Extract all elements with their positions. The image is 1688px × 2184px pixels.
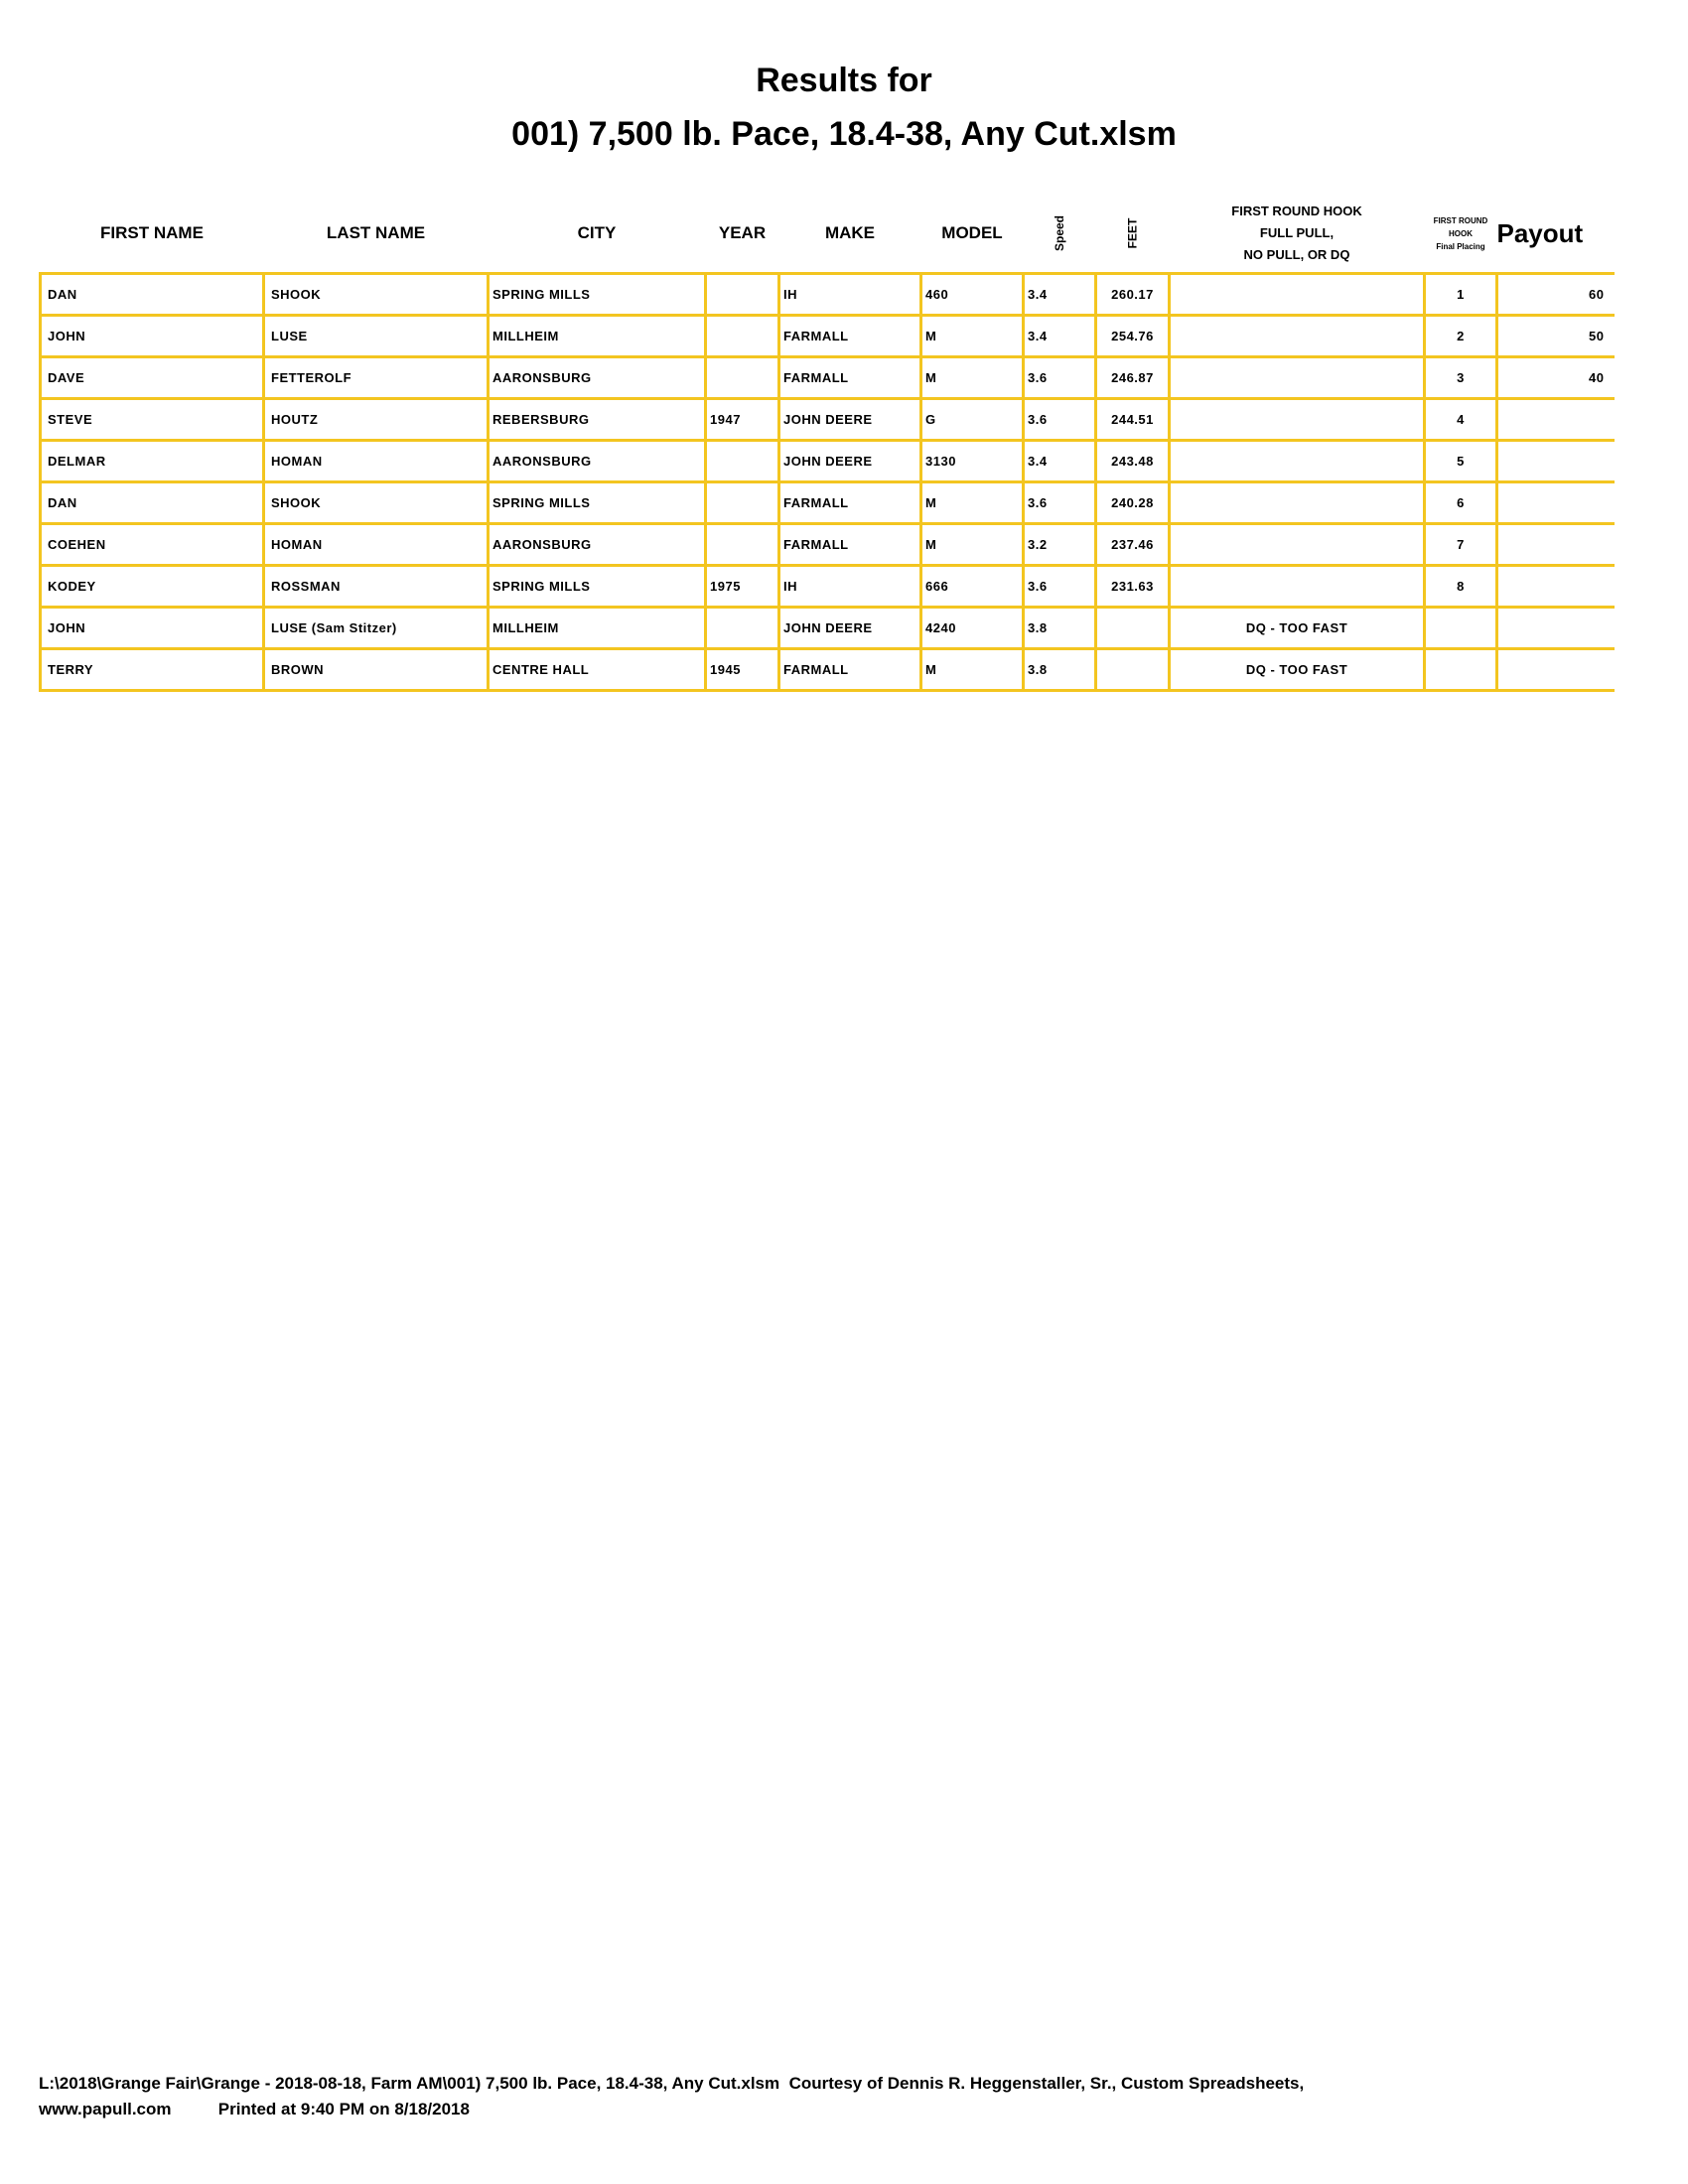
cell-payout <box>1497 566 1615 608</box>
cell-place: 1 <box>1425 274 1497 316</box>
cell-model: G <box>921 399 1024 441</box>
cell-speed: 3.4 <box>1024 316 1096 357</box>
cell-feet <box>1096 608 1170 649</box>
cell-payout <box>1497 524 1615 566</box>
cell-make: JOHN DEERE <box>779 441 921 482</box>
cell-feet: 240.28 <box>1096 482 1170 524</box>
cell-payout: 50 <box>1497 316 1615 357</box>
cell-feet: 246.87 <box>1096 357 1170 399</box>
cell-first: JOHN <box>41 608 264 649</box>
cell-make: IH <box>779 566 921 608</box>
cell-payout <box>1497 482 1615 524</box>
table-row <box>41 357 1615 399</box>
cell-year <box>706 524 779 566</box>
cell-city: AARONSBURG <box>489 524 706 566</box>
cell-hook: DQ - TOO FAST <box>1170 649 1425 691</box>
cell-city: MILLHEIM <box>489 316 706 357</box>
cell-place: 5 <box>1425 441 1497 482</box>
cell-feet: 244.51 <box>1096 399 1170 441</box>
cell-first: JOHN <box>41 316 264 357</box>
page-title-line2: 001) 7,500 lb. Pace, 18.4-38, Any Cut.xlsm <box>511 115 1177 153</box>
cell-speed: 3.6 <box>1024 566 1096 608</box>
cell-first: KODEY <box>41 566 264 608</box>
header-hook-line1: FIRST ROUND HOOK <box>1231 204 1362 218</box>
cell-model: M <box>921 316 1024 357</box>
footer <box>39 2071 1304 2122</box>
cell-make: FARMALL <box>779 316 921 357</box>
cell-speed: 3.4 <box>1024 441 1096 482</box>
table-row <box>41 441 1615 482</box>
cell-last: HOMAN <box>264 441 489 482</box>
header-speed-label: Speed <box>1052 214 1066 252</box>
header-hook-line3: NO PULL, OR DQ <box>1243 247 1350 262</box>
header-first-round-hook <box>1170 195 1425 274</box>
cell-feet <box>1096 649 1170 691</box>
cell-hook <box>1170 399 1425 441</box>
cell-last: FETTEROLF <box>264 357 489 399</box>
cell-payout <box>1497 399 1615 441</box>
header-place-line3: Final Placing <box>1436 241 1485 251</box>
cell-first: DAVE <box>41 357 264 399</box>
cell-speed: 3.6 <box>1024 357 1096 399</box>
footer-printed: Printed at 9:40 PM on 8/18/2018 <box>217 2100 470 2118</box>
cell-feet: 237.46 <box>1096 524 1170 566</box>
header-feet-label: FEET <box>1125 217 1140 249</box>
cell-hook: DQ - TOO FAST <box>1170 608 1425 649</box>
cell-first: DELMAR <box>41 441 264 482</box>
cell-place: 6 <box>1425 482 1497 524</box>
header-place-line2: HOOK <box>1449 228 1473 238</box>
cell-make: FARMALL <box>779 649 921 691</box>
cell-hook <box>1170 566 1425 608</box>
cell-city: SPRING MILLS <box>489 274 706 316</box>
cell-city: REBERSBURG <box>489 399 706 441</box>
cell-city: AARONSBURG <box>489 441 706 482</box>
cell-hook <box>1170 274 1425 316</box>
header-row <box>41 195 1615 274</box>
cell-payout <box>1497 649 1615 691</box>
page-title-line1: Results for <box>756 62 932 99</box>
cell-make: FARMALL <box>779 357 921 399</box>
cell-last: BROWN <box>264 649 489 691</box>
cell-make: IH <box>779 274 921 316</box>
cell-model: 4240 <box>921 608 1024 649</box>
cell-year <box>706 274 779 316</box>
cell-hook <box>1170 482 1425 524</box>
cell-year <box>706 482 779 524</box>
cell-hook <box>1170 441 1425 482</box>
header-city: CITY <box>577 223 617 242</box>
cell-city: CENTRE HALL <box>489 649 706 691</box>
cell-city: AARONSBURG <box>489 357 706 399</box>
header-final-placing <box>1425 195 1497 274</box>
cell-place: 3 <box>1425 357 1497 399</box>
header-year: YEAR <box>718 223 767 242</box>
cell-last: SHOOK <box>264 482 489 524</box>
cell-place <box>1425 649 1497 691</box>
cell-feet: 243.48 <box>1096 441 1170 482</box>
cell-make: JOHN DEERE <box>779 608 921 649</box>
cell-hook <box>1170 357 1425 399</box>
cell-hook <box>1170 524 1425 566</box>
cell-first: DAN <box>41 274 264 316</box>
cell-last: LUSE (Sam Stitzer) <box>264 608 489 649</box>
cell-first: DAN <box>41 482 264 524</box>
table-row <box>41 482 1615 524</box>
cell-place: 8 <box>1425 566 1497 608</box>
cell-payout: 40 <box>1497 357 1615 399</box>
cell-first: STEVE <box>41 399 264 441</box>
cell-place <box>1425 608 1497 649</box>
footer-path: L:\2018\Grange Fair\Grange - 2018-08-18, Farm AM\001) 7,500 lb. Pace, 18.4-38, Any Cut.xlsm Courtesy of Dennis R. Heggenstaller, Sr., Custom Spreadsheets, <box>39 2074 1305 2093</box>
cell-payout <box>1497 441 1615 482</box>
cell-last: SHOOK <box>264 274 489 316</box>
cell-model: 666 <box>921 566 1024 608</box>
cell-feet: 231.63 <box>1096 566 1170 608</box>
cell-model: 460 <box>921 274 1024 316</box>
table-row <box>41 316 1615 357</box>
cell-year <box>706 316 779 357</box>
header-last-name: LAST NAME <box>326 223 426 242</box>
table-row <box>41 649 1615 691</box>
cell-place: 2 <box>1425 316 1497 357</box>
header-model: MODEL <box>941 223 1003 242</box>
cell-city: SPRING MILLS <box>489 482 706 524</box>
cell-model: M <box>921 482 1024 524</box>
cell-year <box>706 608 779 649</box>
table-row <box>41 566 1615 608</box>
cell-last: LUSE <box>264 316 489 357</box>
cell-year: 1945 <box>706 649 779 691</box>
cell-year <box>706 357 779 399</box>
header-feet <box>1096 195 1170 274</box>
header-first-name: FIRST NAME <box>100 223 204 242</box>
cell-first: COEHEN <box>41 524 264 566</box>
header-speed <box>1024 195 1096 274</box>
table-row <box>41 524 1615 566</box>
cell-model: 3130 <box>921 441 1024 482</box>
cell-speed: 3.8 <box>1024 649 1096 691</box>
cell-payout <box>1497 608 1615 649</box>
cell-speed: 3.2 <box>1024 524 1096 566</box>
cell-city: SPRING MILLS <box>489 566 706 608</box>
table-row <box>41 274 1615 316</box>
cell-model: M <box>921 649 1024 691</box>
cell-last: HOMAN <box>264 524 489 566</box>
cell-speed: 3.6 <box>1024 482 1096 524</box>
cell-city: MILLHEIM <box>489 608 706 649</box>
cell-speed: 3.6 <box>1024 399 1096 441</box>
cell-model: M <box>921 357 1024 399</box>
cell-feet: 260.17 <box>1096 274 1170 316</box>
cell-year <box>706 441 779 482</box>
cell-model: M <box>921 524 1024 566</box>
cell-first: TERRY <box>41 649 264 691</box>
cell-place: 7 <box>1425 524 1497 566</box>
results-table <box>39 195 1615 692</box>
cell-payout: 60 <box>1497 274 1615 316</box>
cell-place: 4 <box>1425 399 1497 441</box>
footer-website: www.papull.com <box>39 2100 172 2118</box>
cell-speed: 3.8 <box>1024 608 1096 649</box>
cell-year: 1947 <box>706 399 779 441</box>
cell-year: 1975 <box>706 566 779 608</box>
header-hook-line2: FULL PULL, <box>1259 225 1335 240</box>
cell-hook <box>1170 316 1425 357</box>
cell-make: FARMALL <box>779 524 921 566</box>
cell-last: ROSSMAN <box>264 566 489 608</box>
cell-last: HOUTZ <box>264 399 489 441</box>
cell-make: JOHN DEERE <box>779 399 921 441</box>
cell-make: FARMALL <box>779 482 921 524</box>
header-place-line1: FIRST ROUND <box>1433 215 1488 225</box>
table-row <box>41 608 1615 649</box>
cell-feet: 254.76 <box>1096 316 1170 357</box>
results-body <box>41 274 1615 691</box>
table-row <box>41 399 1615 441</box>
cell-speed: 3.4 <box>1024 274 1096 316</box>
header-payout: Payout <box>1496 217 1584 248</box>
header-make: MAKE <box>824 223 876 242</box>
